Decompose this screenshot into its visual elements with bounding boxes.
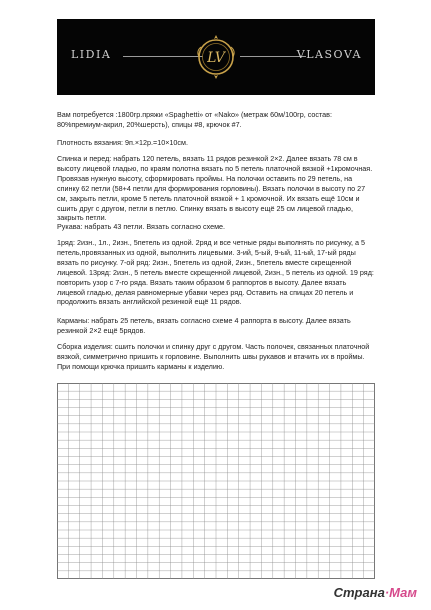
logo-rule-left <box>123 56 203 57</box>
body-paragraph: Спинка и перед: набрать 120 петель, вязать 11 рядов резинкой 2×2. Далее вязать 78 см в высоту лицевой гладью, по краям полотна вязать по 5 петель платочной вязкой +1кромочная. Провязав нужную высоту, сформировать проймы. На полочки оставить по 29 петель, на спинку 62 петли (58+4 петли для формирования горловины). Вязать полочки в высоту по 27 см, закрыть петли, кроме 5 петель платочной вязкой + 1 кромочной. Их вязать ещё 10см и сшить друг с другом, петли в петлю. Спинку вязать в высоту ещё 25 см лицевой гладью, закрыть петли. <box>57 154 373 223</box>
logo-name-right: VLASOVA <box>296 48 362 61</box>
site-watermark: Страна·Мам <box>333 585 417 600</box>
sleeves-paragraph: Рукава: набрать 43 петли. Вязать согласно схеме. <box>57 222 226 231</box>
monogram-emblem <box>192 33 240 81</box>
knitting-chart <box>57 383 375 579</box>
monogram-text: LV <box>207 50 225 66</box>
header-banner <box>57 19 375 95</box>
pockets-paragraph: Карманы: набрать 25 петель, вязать согласно схеме 4 раппорта в высоту. Далее вязать резинкой 2×2 ещё 5рядов. <box>57 316 351 335</box>
gauge-paragraph: Плотность вязания: 9п.×12р.=10×10см. <box>57 138 188 147</box>
logo-name-left: LIDIA <box>71 48 112 61</box>
assembly-paragraph: Сборка изделия: сшить полочки и спинку друг с другом. Часть полочек, связанных платочной вязкой, симметрично пришить к горловине. Выполнить швы рукавов и втачить их в проймы. При помощи крючка пришить карманы к изделию. <box>57 342 370 371</box>
pattern-paragraph: 1ряд: 2изн., 1л., 2изн., 5петель из одной. 2ряд и все четные ряды выполнять по рисунку, а 5 петель,провязанных из одной, выполнить лицевыми. 3-ий, 5-ый, 9-ый, 11-ый, 17-ый ряды вязать по рисунку. 7-ой ряд: 2изн., 5петель из одной, 2изн., 5петель вместе скрещенной лицевой. 13ряд: 2изн., 5 петель вместе скрещенной лицевой, 2изн., 5 петель из одной. 19 ряд: повторить узор с 7-го ряда. Вязать таким образом 6 раппортов в высоту. Далее вязать лицевой гладью, делая равномерные убавки через ряд. Оставить на спицах 20 петель и продолжить вязать английской резинкой ещё 11 рядов. <box>57 238 374 307</box>
materials-paragraph: Вам потребуется :1800гр.пряжи «Spaghetti» от «Nako» (метраж 60м/100гр, состав: 80%премиум-акрил, 20%шерсть), спицы #8, крючок #7. <box>57 110 332 129</box>
